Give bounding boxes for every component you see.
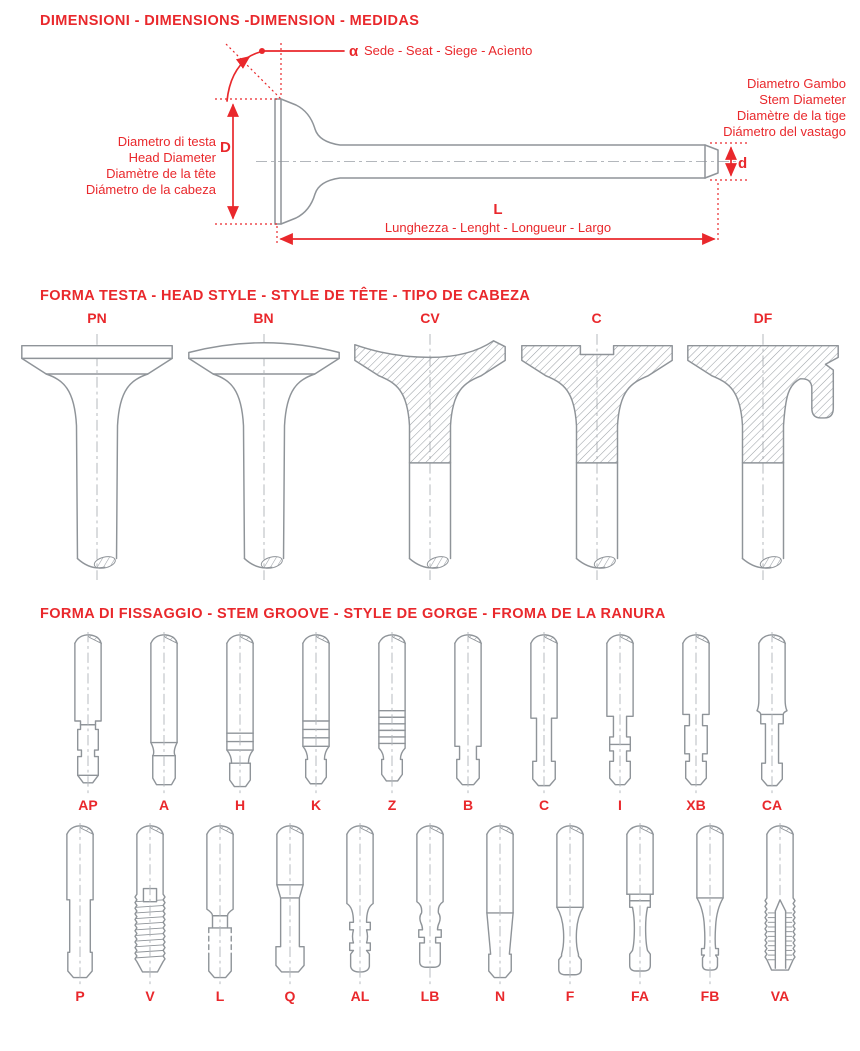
- head-style-label: BN: [253, 310, 274, 326]
- stem-diameter-line: Stem Diameter: [759, 92, 846, 107]
- head-style-item-pn: [14, 310, 180, 586]
- stem-groove-label: Z: [387, 797, 397, 813]
- stem-groove-label: AP: [78, 797, 98, 813]
- stem-groove-label: K: [310, 797, 322, 813]
- stem-groove-label: H: [234, 797, 246, 813]
- stem-groove-figure-l: [190, 823, 250, 986]
- head-style-figure-cv: [347, 328, 513, 586]
- stem-groove-label: I: [618, 797, 622, 813]
- stem-groove-item-n: [470, 823, 530, 1004]
- stem-groove-label: F: [565, 988, 575, 1004]
- stem-groove-label: LB: [420, 988, 440, 1004]
- stem-groove-figure-n: [470, 823, 530, 986]
- stem-groove-label: C: [538, 797, 550, 813]
- alpha-symbol: α: [349, 43, 359, 60]
- stem-groove-label: A: [158, 797, 170, 813]
- stem-groove-label: P: [75, 988, 85, 1004]
- stem-groove-label: CA: [761, 797, 783, 813]
- head-diameter-annotation: [86, 99, 278, 224]
- seat-angle-annotation: [226, 43, 532, 101]
- stem-groove-row-2: [0, 823, 860, 1004]
- stem-groove-item-b: [438, 632, 498, 813]
- stem-groove-figure-ca: [742, 632, 802, 795]
- stem-groove-figure-h: [210, 632, 270, 795]
- stem-groove-figure-fa: [610, 823, 670, 986]
- stem-groove-item-k: [286, 632, 346, 813]
- stem-groove-figure-a: [134, 632, 194, 795]
- head-diameter-line: Diámetro de la cabeza: [85, 182, 216, 197]
- head-style-label: DF: [753, 310, 773, 326]
- stem-groove-label: Q: [284, 988, 296, 1004]
- head-style-item-cv: [347, 310, 513, 586]
- dimensions-section-title: DIMENSIONI - DIMENSIONS -DIMENSION - MEDIDAS: [40, 13, 420, 29]
- stem-groove-section-title: FORMA DI FISSAGGIO - STEM GROOVE - STYLE DE GORGE - FROMA DE LA RANURA: [40, 606, 666, 622]
- stem-groove-item-z: [362, 632, 422, 813]
- stem-groove-item-ap: [58, 632, 118, 813]
- stem-groove-figure-b: [438, 632, 498, 795]
- stem-groove-item-v: [120, 823, 180, 1004]
- stem-groove-figure-ap: [58, 632, 118, 795]
- stem-groove-label: XB: [686, 797, 706, 813]
- stem-groove-label: FB: [700, 988, 720, 1004]
- stem-groove-label: L: [215, 988, 225, 1004]
- seat-label: Sede - Seat - Siege - Acìento: [364, 43, 533, 58]
- head-style-label: CV: [420, 310, 440, 326]
- stem-diameter-symbol: d: [738, 155, 748, 172]
- stem-groove-figure-va: [750, 823, 810, 986]
- head-style-label: C: [591, 310, 602, 326]
- length-annotation: [277, 183, 718, 243]
- stem-groove-label: N: [494, 988, 506, 1004]
- stem-groove-figure-i: [590, 632, 650, 795]
- head-style-label: PN: [87, 310, 107, 326]
- stem-groove-figure-c: [514, 632, 574, 795]
- stem-groove-item-h: [210, 632, 270, 813]
- head-style-item-df: [680, 310, 846, 586]
- stem-groove-figure-f: [540, 823, 600, 986]
- stem-groove-item-ca: [742, 632, 802, 813]
- head-style-item-bn: [181, 310, 347, 586]
- stem-groove-figure-v: [120, 823, 180, 986]
- stem-groove-figure-z: [362, 632, 422, 795]
- stem-groove-label: FA: [631, 988, 649, 1004]
- head-diameter-line: Diamètre de la tête: [106, 166, 216, 181]
- stem-groove-item-a: [134, 632, 194, 813]
- stem-groove-item-i: [590, 632, 650, 813]
- stem-diameter-line: Diamètre de la tige: [736, 108, 846, 123]
- stem-groove-item-f: [540, 823, 600, 1004]
- stem-groove-item-fb: [680, 823, 740, 1004]
- stem-groove-figure-q: [260, 823, 320, 986]
- stem-groove-item-al: [330, 823, 390, 1004]
- stem-groove-figure-fb: [680, 823, 740, 986]
- stem-groove-label: AL: [350, 988, 370, 1004]
- stem-groove-figure-xb: [666, 632, 726, 795]
- stem-diameter-line: Diámetro del vastago: [723, 124, 846, 139]
- stem-groove-item-p: [50, 823, 110, 1004]
- stem-groove-item-c: [514, 632, 574, 813]
- stem-groove-item-lb: [400, 823, 460, 1004]
- valve-dimension-drawing: [0, 29, 860, 257]
- head-style-figure-c: [514, 328, 680, 586]
- head-style-figure-bn: [181, 328, 347, 586]
- stem-groove-item-xb: [666, 632, 726, 813]
- stem-groove-figure-al: [330, 823, 390, 986]
- stem-groove-item-fa: [610, 823, 670, 1004]
- stem-groove-figure-lb: [400, 823, 460, 986]
- stem-groove-item-l: [190, 823, 250, 1004]
- stem-groove-label: B: [462, 797, 474, 813]
- stem-groove-label: V: [145, 988, 155, 1004]
- stem-diameter-line: Diametro Gambo: [747, 76, 846, 91]
- stem-groove-figure-k: [286, 632, 346, 795]
- length-symbol: L: [493, 201, 503, 218]
- head-diameter-symbol: D: [220, 139, 231, 156]
- head-diameter-line: Diametro di testa: [117, 134, 216, 149]
- head-style-figure-pn: [14, 328, 180, 586]
- head-style-figure-df: [680, 328, 846, 586]
- length-label: Lunghezza - Lenght - Longueur - Largo: [384, 220, 612, 235]
- stem-groove-item-va: [750, 823, 810, 1004]
- head-diameter-line: Head Diameter: [128, 150, 216, 165]
- stem-groove-item-q: [260, 823, 320, 1004]
- head-style-row: [0, 304, 860, 586]
- stem-groove-row-1: [0, 632, 860, 813]
- stem-groove-figure-p: [50, 823, 110, 986]
- stem-groove-label: VA: [770, 988, 790, 1004]
- head-style-section-title: FORMA TESTA - HEAD STYLE - STYLE DE TÊTE - TIPO DE CABEZA: [40, 288, 531, 304]
- head-style-item-c: [514, 310, 680, 586]
- stem-diameter-annotation: [710, 76, 847, 180]
